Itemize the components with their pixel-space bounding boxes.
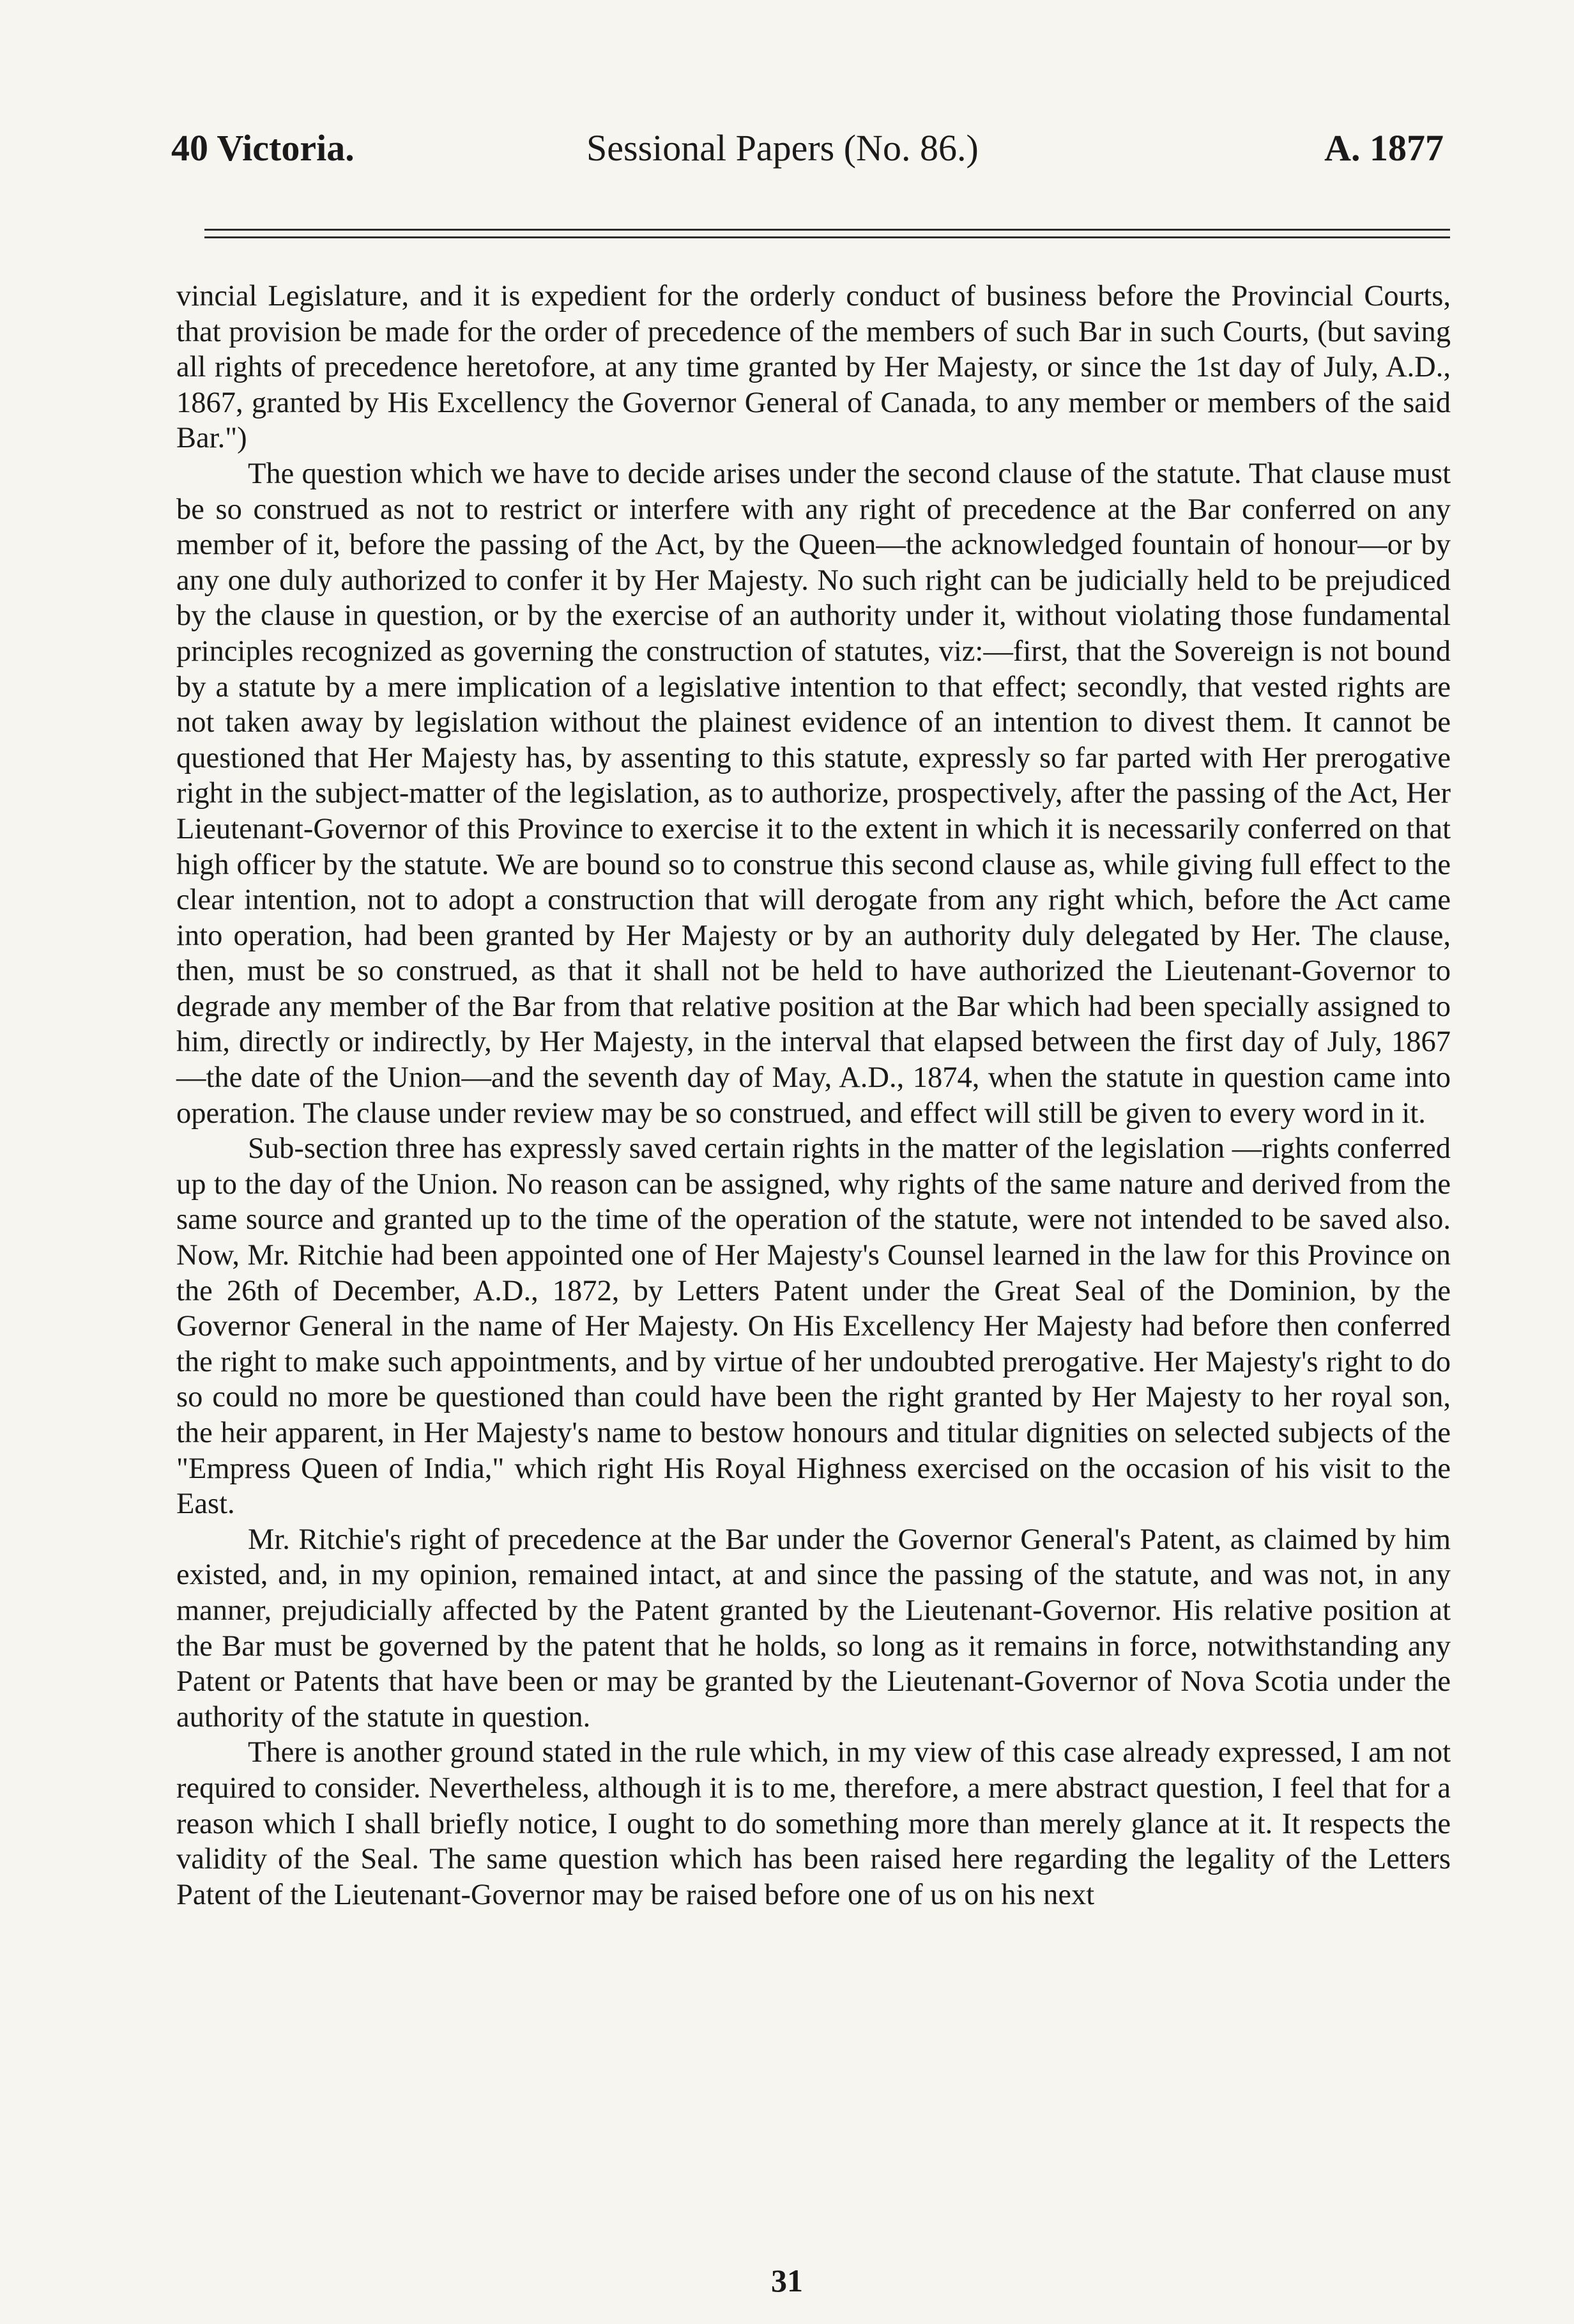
paragraph: There is another ground stated in the rule which, in my view of this case already expressed, I am not required to consider. Nevertheless, although it is to me, therefore, a mere abstract question, I feel that for a reason which I shall briefly notice, I ought to do something more than merely glance at it. It respects the validity of the Seal. The same question which has been raised here regarding the legality of the Letters Patent of the Lieutenant-Governor may be raised before one of us on his next <box>176 1736 1451 1911</box>
paragraph: Mr. Ritchie's right of precedence at the Bar under the Governor General's Patent, as claimed by him existed, and, in my opinion, remained intact, at and since the passing of the statute, and was not, in any manner, prejudicially affected by the Patent granted by the Lieutenant-Governor. His relative position at the Bar must be governed by the patent that he holds, so long as it remains in force, notwithstanding any Patent or Patents that have been or may be granted by the Lieutenant-Governor of Nova Scotia under the authority of the statute in question. <box>176 1523 1451 1734</box>
paragraph: The question which we have to decide arises under the second clause of the statute. That clause must be so construed as not to restrict or interfere with any right of precedence at the Bar conferred on any member of it, before the passing of the Act, by the Queen—the acknowledged fountain of honour—or by any one duly authorized to confer it by Her Majesty. No such right can be judicially held to be prejudiced by the clause in question, or by the exercise of an authority under it, without violating those fundamental principles recognized as governing the construction of statutes, viz:—first, that the Sovereign is not bound by a statute by a mere implication of a legislative intention to that effect; secondly, that vested rights are not taken away by legislation without the plainest evidence of an intention to divest them. It cannot be questioned that Her Majesty has, by assenting to this statute, expressly so far parted with Her prerogative right in the subject-matter of the legislation, as to authorize, prospectively, after the passing of the Act, Her Lieutenant-Governor of this Province to exercise it to the extent in which it is necessarily conferred on that high officer by the statute. We are bound so to construe this second clause as, while giving full effect to the clear intention, not to adopt a construction that will derogate from any right which, before the Act came into operation, had been granted by Her Majesty or by an authority duly delegated by Her. The clause, then, must be so construed, as that it shall not be held to have authorized the Lieutenant-Governor to degrade any member of the Bar from that relative position at the Bar which had been specially assigned to him, directly or indirectly, by Her Majesty, in the interval that elapsed between the first day of July, 1867—the date of the Union—and the seventh day of May, A.D., 1874, when the statute in question came into operation. The clause under review may be so construed, and effect will still be given to every word in it. <box>176 457 1451 1130</box>
paragraph: Sub-section three has expressly saved certain rights in the matter of the legislation —rights conferred up to the day of the Union. No reason can be assigned, why rights of the same nature and derived from the same source and granted up to the time of the operation of the statute, were not intended to be saved also. Now, Mr. Ritchie had been appointed one of Her Majesty's Counsel learned in the law for this Province on the 26th of December, A.D., 1872, by Letters Patent under the Great Seal of the Dominion, by the Governor General in the name of Her Majesty. On His Excellency Her Majesty had before then conferred the right to make such appointments, and by virtue of her undoubted prerogative. Her Majesty's right to do so could no more be questioned than could have been the right granted by Her Majesty to her royal son, the heir apparent, in Her Majesty's name to bestow honours and titular dignities on selected subjects of the "Empress Queen of India," which right His Royal Highness exercised on the occasion of his visit to the East. <box>176 1132 1451 1521</box>
header-session: 40 Victoria. <box>171 127 355 169</box>
body-text <box>176 279 1451 1912</box>
page-number: 31 <box>771 2263 803 2298</box>
running-header <box>171 127 1444 184</box>
header-title: Sessional Papers (No. 86.) <box>586 127 979 169</box>
header-rule-top <box>204 229 1450 231</box>
header-rule-bottom <box>204 236 1450 238</box>
paragraph: vincial Legislature, and it is expedient for the orderly conduct of business before the Provincial Courts, that provision be made for the order of precedence of the members of such Bar in such Courts, (but saving all rights of precedence heretofore, at any time granted by Her Majesty, or since the 1st day of July, A.D., 1867, granted by His Excellency the Governor General of Canada, to any member or members of the said Bar.") <box>176 280 1451 455</box>
header-year: A. 1877 <box>1324 127 1444 169</box>
